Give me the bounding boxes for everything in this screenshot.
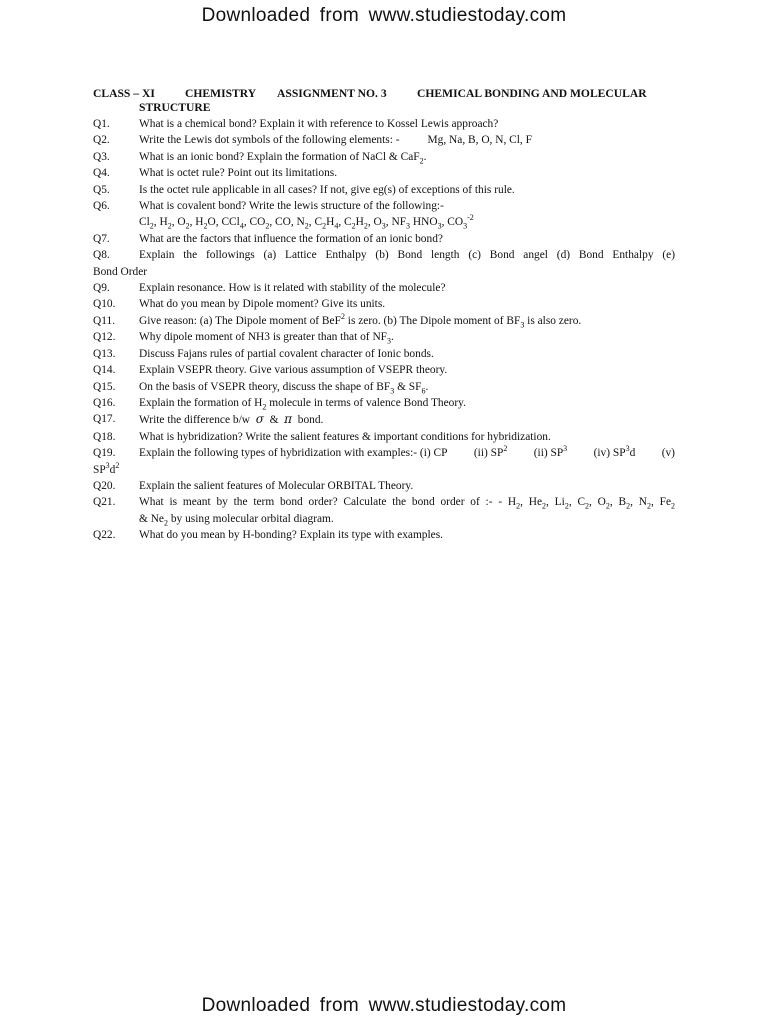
superscript: 3 [563, 444, 568, 454]
subscript: 6 [421, 385, 426, 395]
superscript: 2 [115, 460, 120, 470]
question-tail: . [425, 380, 429, 393]
question-item [93, 132, 675, 148]
question-main-text: On the basis of VSEPR theory, discuss the shape of BF [139, 380, 391, 393]
hybrid-iv-label: (iv) SP [593, 447, 626, 460]
subscript: 3 [387, 336, 392, 346]
question-text [139, 395, 675, 411]
hybrid-v: (v) [661, 447, 675, 460]
question-item [93, 149, 675, 165]
question-item [93, 429, 675, 445]
question-item [93, 329, 675, 345]
question-continuation [93, 511, 675, 527]
question-text: What is a chemical bond? Explain it with reference to Kossel Lewis approach? [139, 118, 499, 130]
question-tail: bond. [297, 414, 324, 427]
question-tail: molecule in terms of valence Bond Theory. [266, 396, 466, 409]
question-main-text: Write the difference b/w [139, 414, 250, 427]
hybrid-iv [594, 445, 636, 461]
superscript: 2 [503, 444, 508, 454]
question-number: Q22. [93, 529, 116, 542]
watermark-top: Downloaded from www.studiestoday.com [201, 5, 567, 26]
question-text: What do you mean by Dipole moment? Give its units. [139, 298, 386, 311]
question-text: Explain resonance. How is it related with stability of the molecule? [139, 282, 446, 295]
question-text: Explain the followings (a) Lattice Enthalpy (b) Bond length (c) Bond angel (d) Bond Enthalpy (e) [139, 249, 675, 262]
question-item [93, 280, 675, 296]
question-text [139, 132, 675, 148]
question-continuation [93, 462, 675, 478]
continuation-start: & Ne [139, 512, 164, 525]
hybrid-iv-tail: d [629, 447, 636, 460]
question-text [139, 313, 675, 329]
hybrid-v-label: SP [93, 463, 106, 476]
question-tail: . [391, 331, 394, 344]
question-item [93, 296, 675, 312]
question-number: Q12. [93, 331, 116, 344]
pi-symbol: π [284, 412, 293, 427]
question-number: Q20. [93, 479, 116, 492]
question-number: Q6. [93, 200, 110, 213]
question-number: Q19. [93, 447, 116, 460]
subscript: 3 [390, 385, 395, 395]
question-text: What is octet rule? Point out its limitations. [139, 167, 338, 180]
question-text [139, 379, 675, 395]
question-item [93, 198, 675, 214]
question-number: Q10. [93, 298, 116, 311]
question-item [93, 478, 675, 494]
superscript: 2 [340, 312, 345, 322]
superscript: 3 [625, 444, 630, 454]
question-number: Q18. [93, 430, 116, 443]
header-assignment: ASSIGNMENT NO. 3 [277, 87, 387, 100]
question-number: Q7. [93, 232, 110, 245]
question-number: Q9. [93, 282, 110, 295]
header-topic-continued: STRUCTURE [139, 101, 211, 114]
question-item [93, 313, 675, 329]
question-number: Q11. [93, 314, 116, 327]
question-text: What is covalent bond? Write the lewis structure of the following:- [139, 200, 444, 213]
question-main-text: Why dipole moment of NH3 is greater than that of NF [139, 331, 388, 344]
question-item [93, 247, 675, 263]
question-tail: is also zero. [524, 314, 582, 327]
question-text: Discuss Fajans rules of partial covalent character of Ionic bonds. [139, 347, 434, 360]
question-text [139, 494, 675, 510]
question-item [93, 362, 675, 378]
hybrid-ii-label: (ii) SP [473, 447, 504, 460]
question-main-text: Explain the formation of H [139, 396, 263, 409]
assignment-header [93, 87, 675, 115]
subscript: 3 [520, 320, 525, 330]
question-continuation: Bond Order [93, 265, 148, 278]
assignment-document [93, 87, 675, 544]
question-number: Q17. [93, 413, 116, 426]
question-number: Q16. [93, 396, 116, 409]
question-text: Explain the salient features of Molecular ORBITAL Theory. [139, 479, 414, 492]
superscript: 3 [105, 460, 110, 470]
question-number: Q15. [93, 380, 116, 393]
question-mid: is zero. (b) The Dipole moment of BF [344, 314, 521, 327]
hybrid-v-mid: d [109, 463, 116, 476]
question-text [139, 411, 675, 428]
question-item [93, 445, 675, 461]
header-topic: CHEMICAL BONDING AND MOLECULAR [417, 87, 647, 100]
question-text [139, 445, 675, 461]
question-main-text: Give reason: (a) The Dipole moment of BeF [139, 314, 341, 327]
question-item [93, 116, 675, 132]
question-text: Is the octet rule applicable in all cases? If not, give eg(s) of exceptions of this rule. [139, 183, 515, 196]
question-text: What are the factors that influence the formation of an ionic bond? [139, 232, 443, 245]
question-item [93, 395, 675, 411]
question-number: Q8. [93, 249, 110, 262]
question-main-text: What is meant by the term bond order? Calculate the bond order of :- [139, 496, 493, 509]
hybrid-iii [534, 445, 567, 461]
hybrid-iii-label: (ii) SP [533, 447, 564, 460]
header-class: CLASS – XI [93, 87, 155, 100]
question-mid: & SF [394, 380, 422, 393]
subscript: 2 [164, 518, 168, 528]
question-tail: . [423, 150, 427, 163]
formula-list [93, 214, 675, 230]
question-item [93, 165, 675, 181]
question-number: Q21. [93, 496, 116, 509]
question-number: Q4. [93, 167, 110, 180]
watermark-bottom: Downloaded from www.studiestoday.com [201, 995, 567, 1016]
question-item [93, 182, 675, 198]
question-number: Q14. [93, 364, 116, 377]
formula-list-text: $Cl_2$, $H_2$, $O_2$, $H_2O$, CCl$_4$, $CO_2$, CO, $N_2$, $C_2H_4$, $C_2H_2$, $O_3$, $NF_3$ $HNO_3$, $CO_3^{-2}$ [139, 213, 474, 231]
question-text: What do you mean by H-bonding? Explain its type with examples. [139, 529, 444, 542]
question-item [93, 411, 675, 428]
question-item [93, 379, 675, 395]
question-text [139, 329, 675, 345]
question-main-text: Write the Lewis dot symbols of the following elements: - [139, 134, 400, 147]
header-subject: CHEMISTRY [185, 87, 257, 100]
question-main-text: What is an ionic bond? Explain the formation of NaCl & CaF [139, 150, 420, 163]
sigma-symbol: σ [255, 412, 264, 427]
question-item [93, 527, 675, 543]
question-text: What is hybridization? Write the salient features & important conditions for hybridization. [139, 430, 551, 443]
hybrid-ii [474, 445, 507, 461]
question-main-text: Explain the following types of hybridization with examples:- (i) CP [139, 447, 448, 460]
element-list: Mg, Na, B, O, N, Cl, F [427, 134, 532, 147]
continuation-tail: by using molecular orbital diagram. [168, 512, 334, 525]
ampersand: & [269, 414, 279, 427]
subscript: 2 [419, 156, 424, 166]
question-number: Q3. [93, 150, 110, 163]
question-number: Q1. [93, 118, 110, 130]
question-number: Q13. [93, 347, 116, 360]
question-item [93, 346, 675, 362]
question-number: Q2. [93, 134, 110, 147]
subscript: 2 [262, 402, 267, 412]
question-text [139, 149, 675, 165]
question-item [93, 494, 675, 510]
molecule-list: - $H_2$, $He_2$, $Li_2$, $C_2$, $O_2$, $B_2$, $N_2$, $Fe_2$ [498, 496, 676, 511]
question-number: Q5. [93, 183, 110, 196]
question-text: Explain VSEPR theory. Give various assumption of VSEPR theory. [139, 364, 448, 377]
question-item [93, 231, 675, 247]
